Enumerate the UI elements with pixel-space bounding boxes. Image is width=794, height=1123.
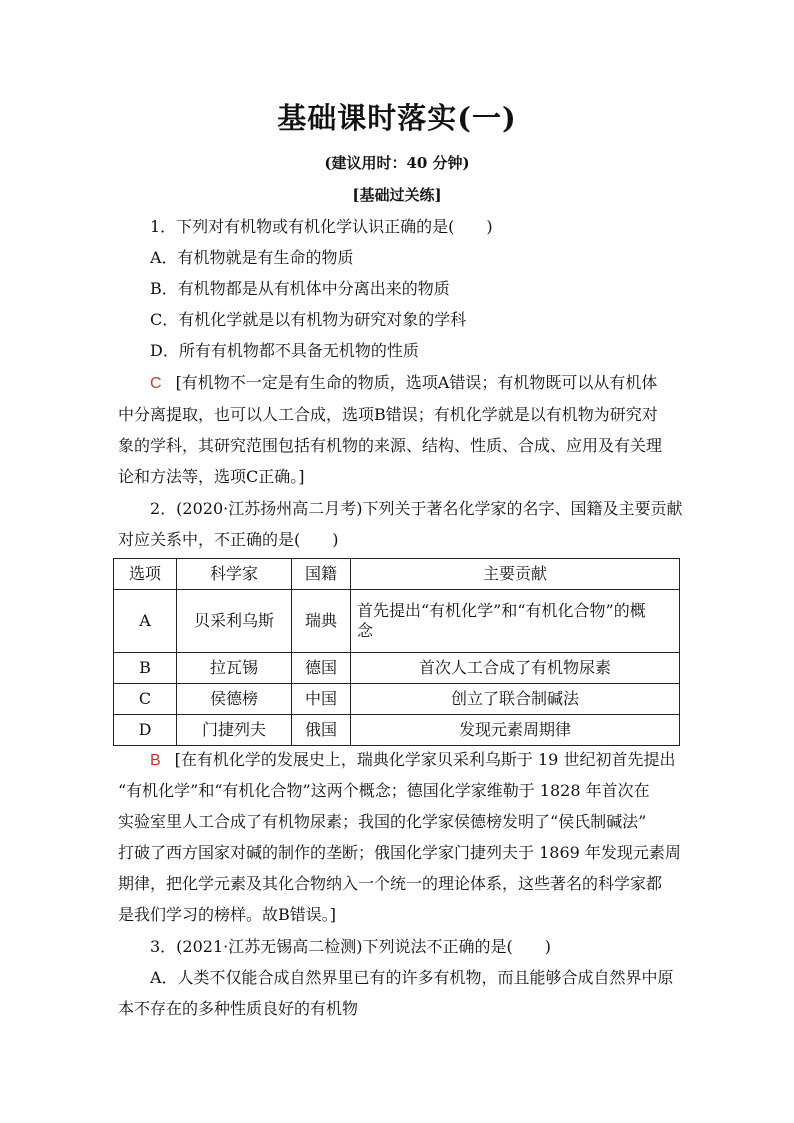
table-cell: B	[114, 653, 177, 684]
table-cell: 瑞典	[292, 590, 351, 653]
table-cell: 发现元素周期律	[351, 715, 680, 746]
q1-option-d: D．所有有机物都不具备无机物的性质	[150, 341, 419, 360]
q2-answer: B	[150, 752, 161, 769]
header-cell: 国籍	[292, 559, 351, 590]
q1-explanation-line: 论和方法等，选项C正确。]	[118, 467, 305, 486]
q3-stem: 3．(2021·江苏无锡高二检测)下列说法不正确的是( )	[150, 937, 551, 956]
q1-option-c: C．有机化学就是以有机物为研究对象的学科	[150, 310, 467, 329]
table-cell: 俄国	[292, 715, 351, 746]
q1-option-b: B．有机物都是从有机体中分离出来的物质	[150, 279, 450, 298]
table-cell: C	[114, 684, 177, 715]
q1-answer: C	[150, 375, 162, 392]
chemists-table	[113, 558, 680, 746]
section-heading: [基础过关练]	[352, 186, 442, 204]
q2-explanation-line: 打破了西方国家对碱的制作的垄断；俄国化学家门捷列夫于 1869 年发现元素周	[118, 843, 681, 862]
q2-explanation-line: 是我们学习的榜样。故B错误。]	[118, 905, 337, 924]
table-cell: 首次人工合成了有机物尿素	[351, 653, 680, 684]
table-row	[114, 684, 680, 715]
table-cell: 门捷列夫	[177, 715, 292, 746]
q1-option-a: A．有机物就是有生命的物质	[150, 248, 354, 267]
table-row	[114, 590, 680, 653]
q3-option-a: A．人类不仅能合成自然界里已有的许多有机物，而且能够合成自然界中原	[150, 968, 674, 987]
q2-explanation-line: “有机化学”和“有机化合物”这两个概念；德国化学家维勒于 1828 年首次在	[118, 781, 650, 800]
q2-explanation-line: B [在有机化学的发展史上，瑞典化学家贝采利乌斯于 19 世纪初首先提出	[150, 750, 676, 769]
table-cell: 拉瓦锡	[177, 653, 292, 684]
table-cell: A	[114, 590, 177, 653]
table-row	[114, 715, 680, 746]
page-title: 基础课时落实(一)	[277, 101, 517, 135]
table-cell: 贝采利乌斯	[177, 590, 292, 653]
header-cell: 科学家	[177, 559, 292, 590]
q3-option-a-cont: 本不存在的多种性质良好的有机物	[118, 999, 359, 1018]
table-cell: 创立了联合制碱法	[351, 684, 680, 715]
q1-explanation-line: C [有机物不一定是有生命的物质，选项A错误；有机物既可以从有机体	[150, 373, 658, 392]
q2-explanation-line: 期律，把化学元素及其化合物纳入一个统一的理论体系，这些著名的科学家都	[118, 874, 663, 893]
header-cell: 主要贡献	[351, 559, 680, 590]
q2-stem-cont: 对应关系中，不正确的是( )	[118, 530, 339, 549]
table-cell: 中国	[292, 684, 351, 715]
time-suggestion: (建议用时：40 分钟)	[324, 154, 470, 172]
q1-explanation-line: 中分离提取，也可以人工合成，选项B错误；有机化学就是以有机物为研究对	[118, 405, 658, 424]
q2-stem: 2．(2020·江苏扬州高二月考)下列关于著名化学家的名字、国籍及主要贡献	[150, 499, 683, 518]
table-cell: 德国	[292, 653, 351, 684]
table-cell: 侯德榜	[177, 684, 292, 715]
table-cell: 首先提出“有机化学”和“有机化合物”的概 念	[351, 590, 680, 653]
table-cell: D	[114, 715, 177, 746]
table-header-row	[114, 559, 680, 590]
table-row	[114, 653, 680, 684]
q1-explanation-line: 象的学科，其研究范围包括有机物的来源、结构、性质、合成、应用及有关理	[118, 436, 663, 455]
q1-stem: 1．下列对有机物或有机化学认识正确的是( )	[150, 217, 493, 236]
header-cell: 选项	[114, 559, 177, 590]
q2-explanation-line: 实验室里人工合成了有机物尿素；我国的化学家侯德榜发明了“侯氏制碱法”	[118, 812, 647, 831]
